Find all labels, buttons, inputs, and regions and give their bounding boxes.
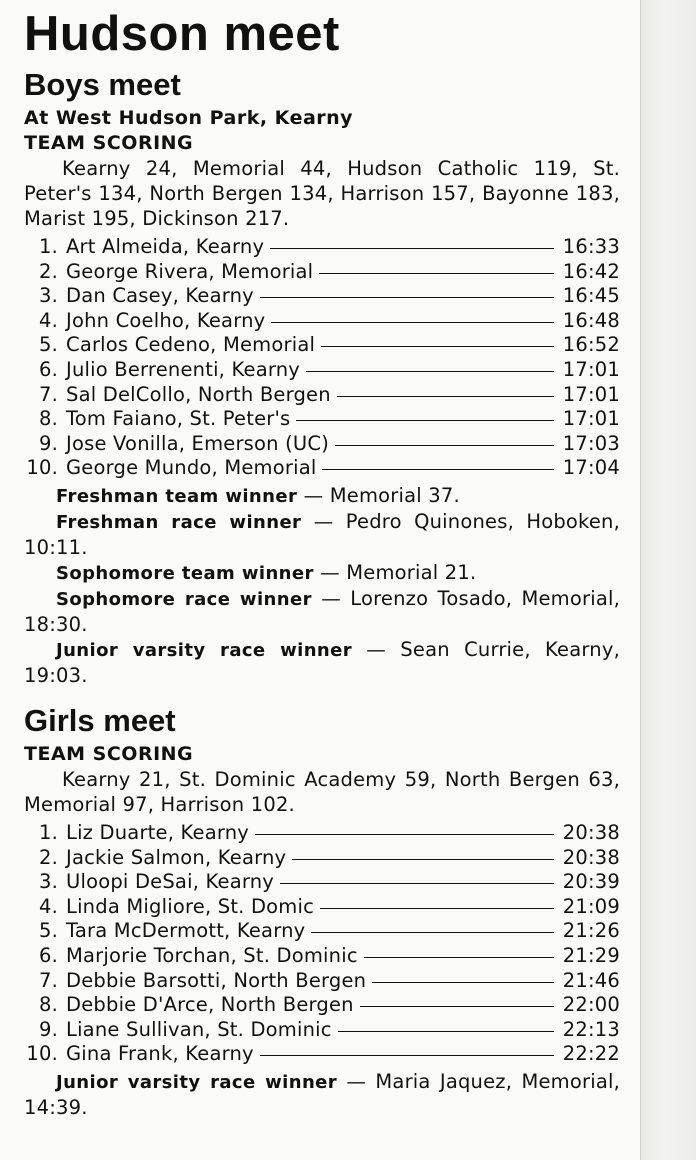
leader-line bbox=[335, 445, 554, 446]
result-time: 16:42 bbox=[562, 259, 620, 283]
result-row bbox=[24, 821, 620, 846]
result-name: Liz Duarte, Kearny bbox=[66, 820, 250, 844]
winner-note-label: Junior varsity race winner bbox=[56, 1071, 338, 1093]
result-time: 21:46 bbox=[562, 968, 620, 992]
result-time: 17:03 bbox=[562, 431, 620, 455]
result-rank: 7. bbox=[38, 382, 58, 406]
winner-note-text: — Pedro Quinones, Hoboken, 10:11. bbox=[24, 509, 621, 559]
result-name: Gina Frank, Kearny bbox=[66, 1042, 254, 1066]
result-time: 17:01 bbox=[562, 382, 620, 406]
result-time: 20:38 bbox=[562, 820, 620, 844]
result-row bbox=[24, 993, 620, 1018]
result-rank: 7. bbox=[38, 968, 58, 992]
result-rank: 2. bbox=[38, 845, 58, 869]
result-rank: 4. bbox=[38, 894, 58, 918]
result-time: 20:38 bbox=[562, 845, 620, 869]
result-name: Jackie Salmon, Kearny bbox=[66, 845, 287, 869]
girls-section-title: Girls meet bbox=[24, 702, 176, 738]
result-rank: 1. bbox=[38, 820, 58, 844]
result-name: Carlos Cedeno, Memorial bbox=[66, 333, 316, 357]
result-rank: 9. bbox=[38, 1017, 58, 1041]
result-name: Liane Sullivan, St. Dominic bbox=[66, 1017, 332, 1041]
result-rank: 10. bbox=[26, 456, 58, 480]
result-row bbox=[24, 846, 620, 871]
leader-line bbox=[364, 957, 554, 958]
leader-line bbox=[320, 908, 554, 909]
winner-note-label: Junior varsity race winner bbox=[56, 639, 353, 661]
adjacent-column-edge bbox=[640, 0, 696, 1160]
result-time: 17:01 bbox=[562, 407, 620, 431]
leader-line bbox=[255, 834, 554, 835]
result-time: 22:13 bbox=[562, 1017, 620, 1041]
winner-note bbox=[24, 509, 620, 560]
result-row bbox=[24, 944, 620, 969]
winner-note-text: — Sean Currie, Kearny, 19:03. bbox=[24, 637, 620, 687]
result-rank: 10. bbox=[26, 1042, 58, 1066]
result-time: 21:09 bbox=[562, 894, 620, 918]
result-name: Sal DelCollo, North Bergen bbox=[66, 382, 331, 406]
result-rank: 8. bbox=[38, 993, 58, 1017]
leader-line bbox=[306, 371, 554, 372]
result-rank: 5. bbox=[38, 919, 58, 943]
boys-results-list bbox=[24, 235, 620, 481]
result-name: George Rivera, Memorial bbox=[66, 259, 314, 283]
headline: Hudson meet bbox=[24, 7, 340, 61]
result-name: Uloopi DeSai, Kearny bbox=[66, 870, 275, 894]
boys-location: At West Hudson Park, Kearny bbox=[24, 107, 354, 129]
result-row bbox=[24, 456, 620, 481]
result-rank: 6. bbox=[38, 357, 58, 381]
boys-team-scoring: Kearny 24, Memorial 44, Hudson Catholic 119, St. Peter's 134, North Bergen 134, Harrison 157, Bayonne 183, Marist 195, Dickinson 217. bbox=[24, 157, 620, 230]
result-time: 21:29 bbox=[562, 943, 620, 967]
result-rank: 9. bbox=[38, 431, 58, 455]
result-row bbox=[24, 432, 620, 457]
result-name: Jose Vonilla, Emerson (UC) bbox=[66, 431, 330, 455]
girls-notes bbox=[24, 1069, 620, 1120]
boys-section-title: Boys meet bbox=[24, 67, 181, 102]
winner-note-text: — Maria Jaquez, Memorial, 14:39. bbox=[24, 1069, 620, 1119]
result-rank: 3. bbox=[38, 284, 58, 308]
leader-line bbox=[321, 346, 554, 347]
result-time: 16:45 bbox=[562, 284, 620, 308]
girls-team-scoring-label: TEAM SCORING bbox=[24, 742, 194, 765]
result-time: 22:00 bbox=[562, 993, 620, 1017]
result-row bbox=[24, 919, 620, 944]
leader-line bbox=[292, 859, 554, 860]
result-time: 16:52 bbox=[562, 333, 620, 357]
leader-line bbox=[360, 1006, 554, 1007]
winner-note bbox=[24, 483, 620, 509]
leader-line bbox=[311, 932, 554, 933]
result-time: 16:33 bbox=[562, 235, 620, 258]
result-time: 17:04 bbox=[562, 456, 620, 480]
result-row bbox=[24, 1042, 620, 1067]
result-row bbox=[24, 1018, 620, 1043]
winner-note bbox=[24, 586, 620, 637]
leader-line bbox=[270, 248, 554, 249]
leader-line bbox=[322, 469, 554, 470]
result-row bbox=[24, 309, 620, 334]
result-row bbox=[24, 358, 620, 383]
result-name: Tom Faiano, St. Peter's bbox=[66, 407, 291, 431]
winner-note-text: — Lorenzo Tosado, Memorial, 18:30. bbox=[24, 586, 620, 636]
result-rank: 1. bbox=[38, 235, 58, 258]
winner-note-label: Freshman team winner bbox=[56, 485, 298, 507]
result-row bbox=[24, 333, 620, 358]
result-name: Marjorie Torchan, St. Dominic bbox=[66, 943, 358, 967]
leader-line bbox=[372, 982, 554, 983]
winner-note-text: — Memorial 21. bbox=[313, 560, 477, 584]
leader-line bbox=[319, 273, 554, 274]
result-row bbox=[24, 969, 620, 994]
result-time: 16:48 bbox=[562, 308, 620, 332]
winner-note bbox=[24, 637, 620, 688]
result-rank: 6. bbox=[38, 943, 58, 967]
result-row bbox=[24, 383, 620, 408]
result-rank: 2. bbox=[38, 259, 58, 283]
result-rank: 8. bbox=[38, 407, 58, 431]
result-name: John Coelho, Kearny bbox=[66, 308, 266, 332]
result-name: Dan Casey, Kearny bbox=[66, 284, 254, 308]
result-name: Art Almeida, Kearny bbox=[66, 235, 265, 258]
result-time: 17:01 bbox=[562, 357, 620, 381]
girls-team-scoring: Kearny 21, St. Dominic Academy 59, North Bergen 63, Memorial 97, Harrison 102. bbox=[24, 767, 620, 816]
result-rank: 5. bbox=[38, 333, 58, 357]
winner-note-text: — Memorial 37. bbox=[297, 483, 460, 507]
leader-line bbox=[260, 297, 554, 298]
result-row bbox=[24, 260, 620, 285]
result-rank: 4. bbox=[38, 308, 58, 332]
result-name: Linda Migliore, St. Domic bbox=[66, 894, 315, 918]
boys-team-scoring-label: TEAM SCORING bbox=[24, 132, 194, 154]
boys-notes bbox=[24, 483, 620, 688]
result-row bbox=[24, 870, 620, 895]
leader-line bbox=[271, 322, 554, 323]
result-row bbox=[24, 407, 620, 432]
result-time: 20:39 bbox=[562, 870, 620, 894]
result-rank: 3. bbox=[38, 870, 58, 894]
result-name: Tara McDermott, Kearny bbox=[66, 919, 306, 943]
leader-line bbox=[337, 396, 554, 397]
winner-note-label: Sophomore team winner bbox=[56, 562, 314, 584]
leader-line bbox=[280, 883, 554, 884]
result-name: Debbie D'Arce, North Bergen bbox=[66, 993, 354, 1017]
leader-line bbox=[296, 420, 554, 421]
result-row bbox=[24, 895, 620, 920]
result-time: 22:22 bbox=[562, 1042, 620, 1066]
girls-results-list bbox=[24, 821, 620, 1067]
result-name: George Mundo, Memorial bbox=[66, 456, 317, 480]
result-name: Julio Berrenenti, Kearny bbox=[66, 357, 301, 381]
winner-note-label: Freshman race winner bbox=[56, 511, 302, 533]
result-row bbox=[24, 284, 620, 309]
result-time: 21:26 bbox=[562, 919, 620, 943]
winner-note bbox=[24, 1069, 620, 1120]
winner-note bbox=[24, 560, 620, 586]
result-row bbox=[24, 235, 620, 260]
article-column bbox=[24, 0, 620, 1120]
leader-line bbox=[260, 1055, 554, 1056]
winner-note-label: Sophomore race winner bbox=[56, 588, 312, 610]
result-name: Debbie Barsotti, North Bergen bbox=[66, 968, 367, 992]
leader-line bbox=[338, 1031, 554, 1032]
